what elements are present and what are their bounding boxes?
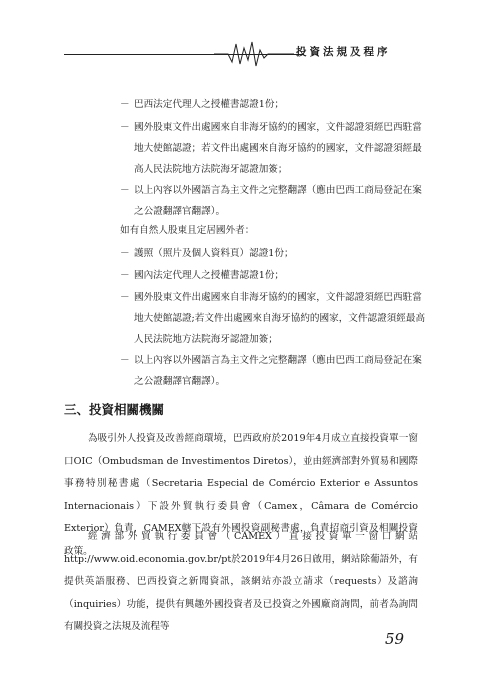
heartbeat-wave-icon [214,40,294,68]
list-item: － 國外股東文件出處國來自非海牙協約的國家，文件認證須經巴西駐當地大使館認證;若文件出處國來自海牙協約的國家，文件認證須經最高人民法院地方法院海牙認證加簽； [120,287,430,350]
dash-bullet: － [120,270,130,281]
dash-bullet: － [120,122,130,133]
dash-bullet: － [120,185,130,196]
list-item: － 國外股東文件出處國來自非海牙協約的國家，文件認證須經巴西駐當地大使館認證；若文件出處國來自海牙協約的國家，文件認證須經最高人民法院地方法院海牙認證加簽； [120,117,430,180]
natural-person-intro: 如有自然人股東且定居國外者： [120,225,255,236]
list-item: － 護照（照片及個人資料頁）認證1份； [120,243,430,264]
list-item: － 巴西法定代理人之授權書認證1份； [120,94,430,115]
dash-bullet: － [120,248,130,259]
list-item: － 國內法定代理人之授權書認證1份； [120,265,430,286]
dash-bullet: － [120,99,130,110]
list-item: － 以上內容以外國語言為主文件之完整翻譯（應由巴西工商局登記在案之公證翻譯官翻譯）。 [120,350,430,392]
list-item: － 以上內容以外國語言為主文件之完整翻譯（應由巴西工商局登記在案之公證翻譯官翻譯）。 [120,180,430,222]
dash-bullet: － [120,355,130,366]
body-paragraph: 為吸引外人投資及改善經商環境，巴西政府於2019年4月成立直接投資單一窗口OIC（Ombudsman de Investimentos Diretos），並由經濟部對外貿易和國際事務特別秘書處（Secretaria Especial de Comércio Exterior e Assuntos Internacionais）下設外貿執行委員會（Camex，Câmara de Comércio Exterior）負責，CAMEX轄下設有外國投資副秘書處，負責招商引資及相關投資政策。 [64,433,419,557]
body-paragraph: 經濟部外貿執行委員會（CAMEX）直接投資單一窗口網站http://www.oid.economia.gov.br/pt於2019年4月26日啟用，網站除葡語外，有提供英語服務、巴西投資之新聞資訊，該網站亦設立請求（requests）及諮詢（inquiries）功能，提供有興趣外國投資者及已投資之外國廠商詢問，前者為詢問有關投資之法規及流程等 [64,531,418,632]
section-heading: 三、投資相關機關 [64,402,165,417]
running-header-title: 投資法規及程序 [296,46,391,58]
dash-bullet: － [120,292,130,303]
page-number: 59 [385,630,405,648]
